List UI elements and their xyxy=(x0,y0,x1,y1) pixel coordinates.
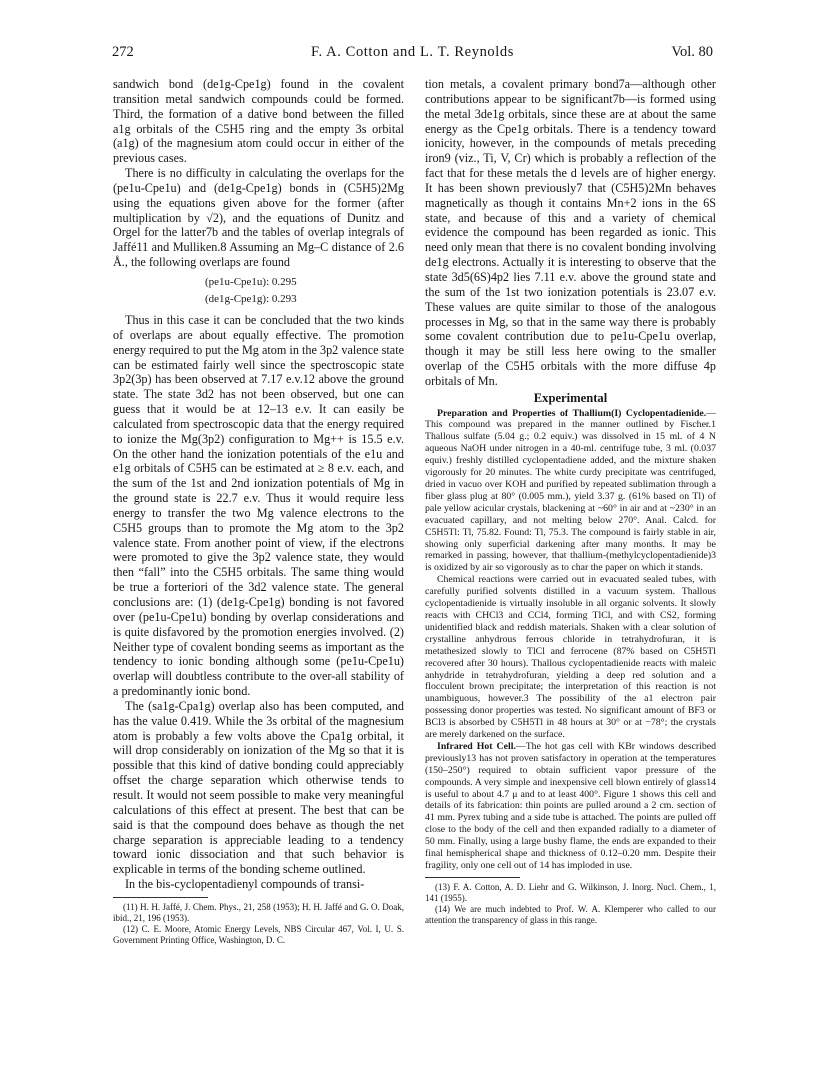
footnote-13: (13) F. A. Cotton, A. D. Liehr and G. Wilkinson, J. Inorg. Nucl. Chem., 1, 141 (1955). xyxy=(425,881,716,903)
experimental-paragraph-3 xyxy=(425,741,716,872)
footnote-12: (12) C. E. Moore, Atomic Energy Levels, NBS Circular 467, Vol. I, U. S. Government Printing Office, Washington, D. C. xyxy=(113,923,404,945)
running-authors: F. A. Cotton and L. T. Reynolds xyxy=(311,44,514,60)
left-paragraph-5: In the bis-cyclopentadienyl compounds of transi- xyxy=(125,877,365,892)
run-in-head-thallium: Preparation and Properties of Thallium(I) Cyclopentadienide. xyxy=(437,407,707,419)
right-paragraph-1: tion metals, a covalent primary bond7a—although other contributions appear to be significant7b—is formed using the metal 3de1g orbitals, since these are at about the same energy as the Cpe1g orbitals. There is a tendency toward ionicity, however, in the compounds of metals preceding iron9 (viz., Ti, V, Cr) which is probably a reflection of the fact that for these metals the d levels are of higher energy. It has been shown previously7 that (C5H5)2Mn behaves magnetically as though it contains Mn+2 ions in the 6S state, and because of this and a variety of chemical evidence the compound has been regarded as ionic. This need only mean that there is no covalent bonding involving de1g electrons. Actually it is interesting to observe that the state 3d5(6S)4p2 lies 7.11 e.v. above the ground state and the sum of the 1st two ionization potentials is 23.07 e.v. These values are quite similar to those of the analogous processes in Mg, so that in the same way there is probably some covalent contribution due to pe1u-Cpe1u overlap, though it may be still less here owing to the smaller overlap of the C5H5 orbitals with the more diffuse 4p orbitals of Mn. xyxy=(425,77,716,388)
footnote-rule-right xyxy=(425,877,520,878)
footnote-rule xyxy=(113,897,208,898)
left-column xyxy=(113,77,404,946)
overlap-de1g: (de1g-Cpe1g): 0.293 xyxy=(205,292,297,305)
overlap-values xyxy=(205,274,404,308)
footnote-11: (11) H. H. Jaffé, J. Chem. Phys., 21, 258 (1953); H. H. Jaffé and G. O. Doak, ibid., 21, 196 (1953). xyxy=(113,901,404,923)
page-number: 272 xyxy=(112,44,134,60)
experimental-paragraph-2: Chemical reactions were carried out in evacuated sealed tubes, with carefully purified solvents distilled in a vacuum system. Thallous cyclopentadienide is virtually insoluble in all organic solvents. It slowly reacts with CHCl3 and CCl4, forming TlCl, and with CS2, forming unidentified black and reddish materials. Shaken with a clear solution of crystalline anhydrous ferrous chloride in tetrahydrofuran, it is metathesized slowly to TlCl and ferrocene (87% based on C5H5Tl recovered after 30 hours). Thallous cyclopentadienide reacts with maleic anhydride in tetrahydrofuran, yielding a deep red solution and a flocculent brown precipitate; the interpretation of this reaction is not unambiguous, however.3 The possibility of the a1 electron pair possessing donor properties was tested. No significant amount of BF3 or BCl3 is absorbed by C5H5Tl in 48 hours at 30° or at −78°; the crystals are merely darkened on the surface. xyxy=(425,574,716,741)
left-paragraph-1: sandwich bond (de1g-Cpe1g) found in the covalent transition metal sandwich compounds could be formed. Third, the formation of a dative bond between the filled a1g orbitals of the C5H5 ring and the empty 3s orbital (a1g) of the magnesium atom could occur in either of the previous cases. xyxy=(113,77,404,166)
footnote-14: (14) We are much indebted to Prof. W. A. Klemperer who called to our attention the transparency of glass in this range. xyxy=(425,903,716,925)
left-footnotes xyxy=(113,902,404,946)
left-paragraph-2: There is no difficulty in calculating the overlaps for the (pe1u-Cpe1u) and (de1g-Cpe1g) bonds in (C5H5)2Mg using the equations given above for the former (after multiplication by √2), and the equations of Dunitz and Orgel for the latter7b and the tables of overlap integrals of Jaffé11 and Mulliken.8 Assuming an Mg–C distance of 2.6 Å., the following overlaps are found xyxy=(113,166,404,270)
experimental-text-3: —The hot gas cell with KBr windows described previously13 has not proven satisfactory in operation at the temperatures (150–250°) required to obtain sufficient vapor pressure of the compounds. A very simple and inexpensive cell blown entirely of glass14 is useful to about 4.7 μ and to at least 400°. Figure 1 shows this cell and details of its fabrication: thin points are pulled around a 2 cm. section of 41 mm. Pyrex tubing and a side tube is attached. The points are pulled off close to the body of the cell and then expanded radially to a diameter of 50 mm. Finally, using a large bushy flame, the ends are expanded to their final hemispherical shape and thickness of 0.12–0.20 mm. Despite their fragility, only one cell out of 14 has imploded in use. xyxy=(425,740,716,871)
left-paragraph-3: Thus in this case it can be concluded that the two kinds of overlaps are about equally effective. The promotion energy required to put the Mg atom in the 3p2 valence state can be estimated fairly well since the spectroscopic state 3p2(3p) has been observed at 7.17 e.v.12 above the ground state. The state 3d2 has not been observed, but one can guess that it would be at 12–13 e.v. It can easily be calculated from spectroscopic data that the energy required to ionize the Mg(3p2) configuration to Mg++ is 15.5 e.v. On the other hand the ionization potentials of the e1u and e1g orbitals of C5H5 can be estimated at ≥ 8 e.v. each, and the sum of the 1st and 2nd ionization potentials of Mg in the ground state is 22.7 e.v. Thus it would require less energy to transfer the two Mg valence electrons to the C5H5 groups than to promote the Mg atom to the 3p2 valence state. From another point of view, if the electrons were promoted to give the 3p2 valence state, they would then “fall” into the C5H5 orbitals. The same thing would be true a forteriori of the 3d2 valence state. The general conclusions are: (1) (de1g-Cpe1g) bonding is not favored over (pe1u-Cpe1u) bonding by overlap considerations and is quite disfavored by the promotion energies involved. (2) Neither type of covalent bonding seems as important as the tendency to ionic bonding although some (pe1u-Cpe1u) overlap will doubtless contribute to the over-all stability of a predominantly ionic bond. xyxy=(113,312,404,699)
experimental-section xyxy=(425,408,716,872)
right-footnotes xyxy=(425,882,716,926)
overlap-pe1u: (pe1u-Cpe1u): 0.295 xyxy=(205,275,297,288)
running-header xyxy=(112,44,713,62)
experimental-text-1: —This compound was prepared in the manner outlined by Fischer.1 Thallous sulfate (5.04 g.; 0.2 equiv.) was dissolved in 15 ml. of 4 N aqueous NaOH under nitrogen in a 40-ml. centrifuge tube, 3 ml. (0.037 equiv.) freshly distilled cyclopentadiene added, and the mixture shaken vigorously for 20 minutes. The white curdy precipitate was centrifuged, dried in vacuo over KOH and purified by repeated sublimation through a fiber glass plug at 80° (0.005 mm.), yield 3.37 g. (61% based on Tl) of pale yellow acicular crystals, blackening at ~60° in air and at ~230° in an evacuated capillary, and not melting below 270°. Anal. Calcd. for C5H5Tl: Tl, 75.82. Found: Tl, 75.3. The compound is fairly stable in air, showing only superficial darkening after many months. It may be remarked in passing, however, that thallium-(methylcyclopentadienide)3 is oxidized by air so vigorously as to char the paper on which it stands. xyxy=(425,407,716,574)
experimental-paragraph-1 xyxy=(425,408,716,575)
right-column xyxy=(425,77,716,926)
section-title: Experimental xyxy=(533,390,608,405)
volume-label: Vol. 80 xyxy=(671,44,713,60)
run-in-head-hot-cell: Infrared Hot Cell. xyxy=(437,740,516,752)
left-paragraph-4: The (sa1g-Cpa1g) overlap also has been computed, and has the value 0.419. While the 3s orbital of the magnesium atom is probably a few volts above the Cpa1g orbital, it will drop considerably on ionization of the Mg so that it is possible that this kind of dative bonding could appreciably offset the charge separation which otherwise tends to result. It would not seem possible to make very meaningful calculations of this effect at present. The best that can be said is that the compound does behave as though the net charge separation is appreciable leading to a tendency toward ionic dissociation and that such behavior is explicable in terms of the bonding scheme outlined. xyxy=(113,698,404,877)
